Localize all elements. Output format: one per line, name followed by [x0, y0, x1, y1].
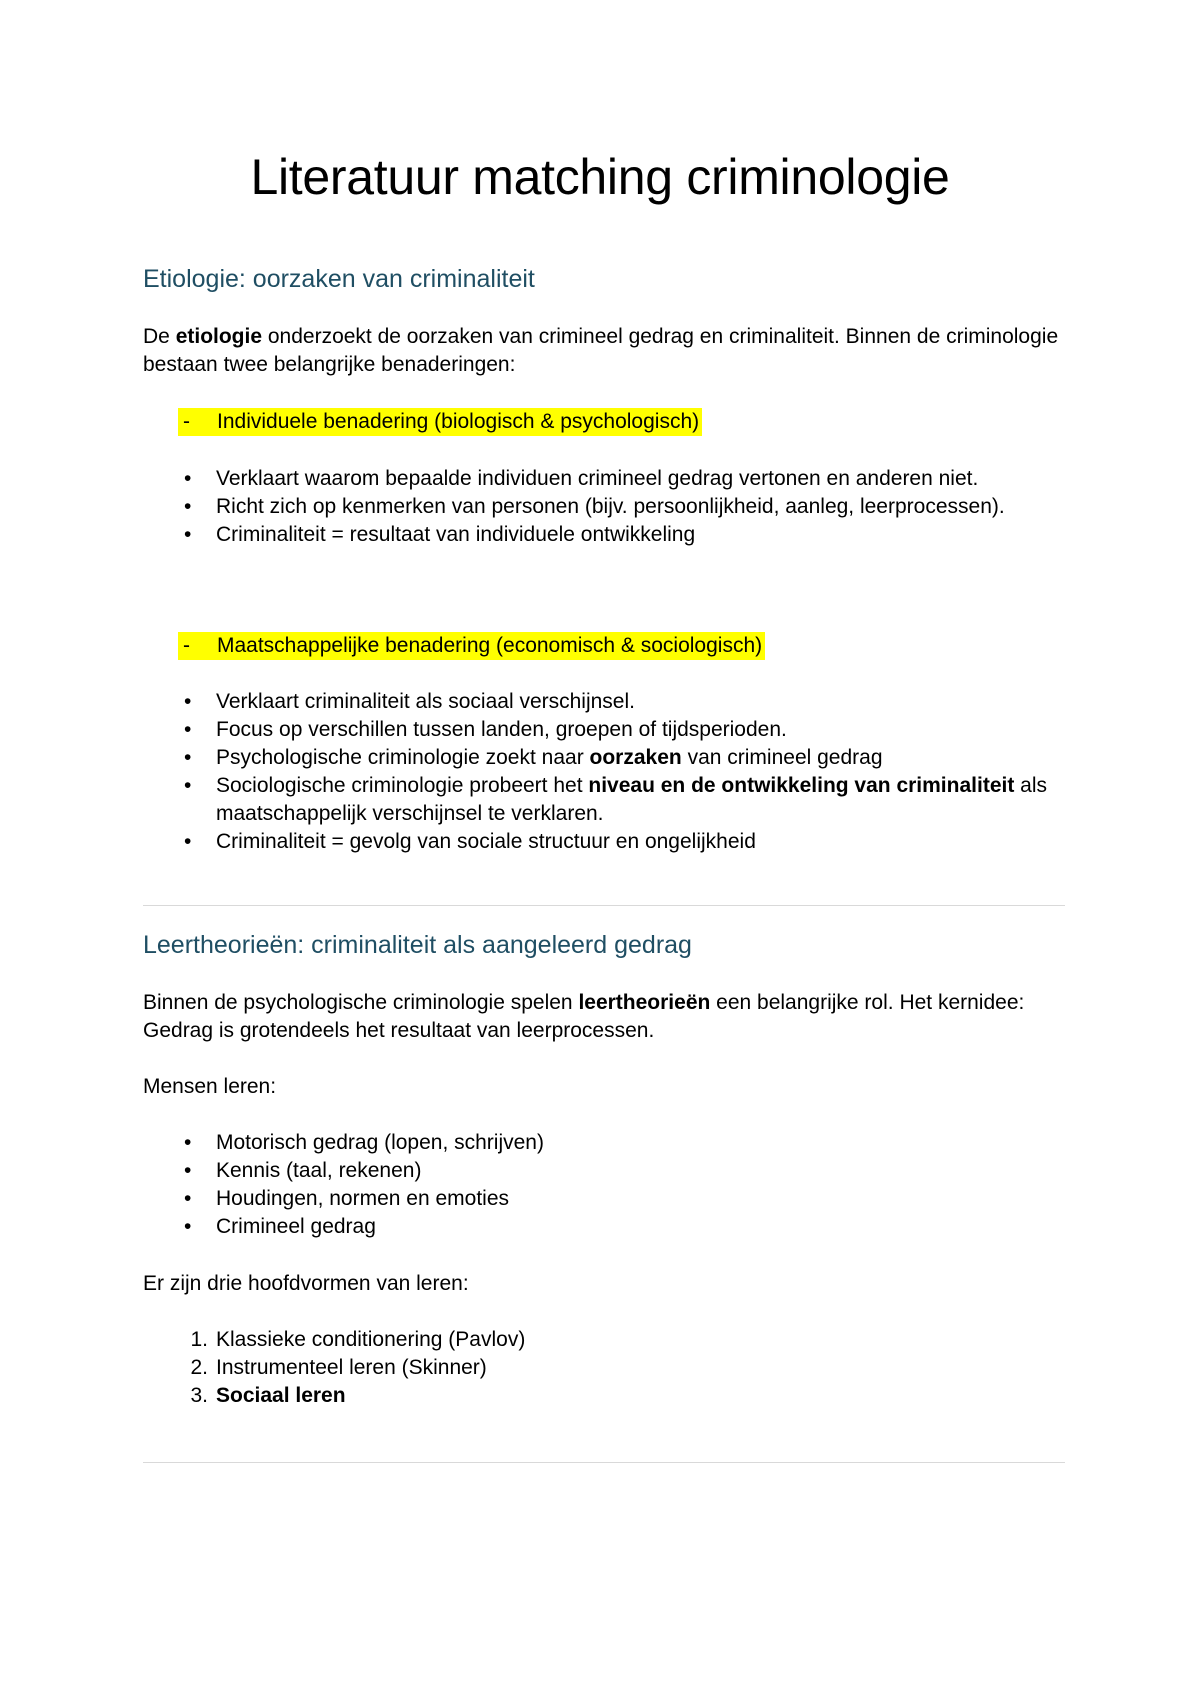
bullet-icon: • [184, 495, 192, 518]
list-item: • Criminaliteit = resultaat van individuele ontwikkeling [178, 521, 1073, 549]
bullet-icon: • [184, 830, 192, 853]
horizontal-divider [143, 1462, 1065, 1463]
document-title: Literatuur matching criminologie [250, 149, 950, 205]
list-number: 3. [190, 1384, 208, 1407]
highlighted-approach-individual [178, 408, 702, 436]
dash-marker: - [183, 634, 190, 657]
list-item: • Verklaart waarom bepaalde individuen crimineel gedrag vertonen en anderen niet. [178, 465, 1073, 493]
list-item: 1. Klassieke conditionering (Pavlov) [178, 1326, 1073, 1354]
list-item: 3. Sociaal leren [178, 1382, 1073, 1410]
horizontal-divider [143, 905, 1065, 906]
societal-approach-bullets [178, 688, 1073, 856]
list-item: • Criminaliteit = gevolg van sociale structuur en ongelijkheid [178, 828, 1073, 856]
list-number: 1. [190, 1328, 208, 1351]
bullet-icon: • [184, 1131, 192, 1154]
bullet-icon: • [184, 1187, 192, 1210]
etiologie-intro-paragraph: De etiologie onderzoekt de oorzaken van crimineel gedrag en criminaliteit. Binnen de criminologie bestaan twee belangrijke benaderingen: [143, 325, 1059, 376]
list-item: • Verklaart criminaliteit als sociaal verschijnsel. [178, 688, 1073, 716]
bullet-icon: • [184, 718, 192, 741]
bold-term: etiologie [175, 325, 263, 348]
forms-label: Er zijn drie hoofdvormen van leren: [143, 1272, 469, 1295]
list-item: • Sociologische criminologie probeert het niveau en de ontwikkeling van criminaliteit als maatschappelijk verschijnsel te verklaren. [184, 774, 1048, 825]
people-learn-label: Mensen leren: [143, 1075, 277, 1098]
list-item: • Houdingen, normen en emoties [178, 1185, 1073, 1213]
dash-marker: - [183, 410, 190, 433]
people-learn-list [178, 1129, 1073, 1241]
list-item: • Focus op verschillen tussen landen, groepen of tijdsperioden. [178, 716, 1073, 744]
list-item: • Motorisch gedrag (lopen, schrijven) [178, 1129, 1073, 1157]
highlighted-approach-societal [178, 632, 765, 660]
section-heading-etiologie: Etiologie: oorzaken van criminaliteit [143, 265, 535, 293]
list-number: 2. [190, 1356, 208, 1379]
bullet-icon: • [184, 1159, 192, 1182]
list-item: • Crimineel gedrag [178, 1213, 1073, 1241]
bold-term: leertheorieën [578, 991, 711, 1014]
approach-label: Individuele benadering (biologisch & psychologisch) [217, 410, 700, 433]
bullet-icon: • [184, 523, 192, 546]
bullet-icon: • [184, 1215, 192, 1238]
list-item: 2. Instrumenteel leren (Skinner) [178, 1354, 1073, 1382]
bullet-icon: • [184, 467, 192, 490]
bullet-icon: • [184, 774, 192, 797]
leertheorieen-intro-paragraph: Binnen de psychologische criminologie spelen leertheorieën een belangrijke rol. Het kernidee: Gedrag is grotendeels het resultaat van leerprocessen. [143, 991, 1025, 1042]
bullet-icon: • [184, 746, 192, 769]
individual-approach-bullets [178, 465, 1073, 549]
list-item: • Richt zich op kenmerken van personen (bijv. persoonlijkheid, aanleg, leerprocessen). [178, 493, 1073, 521]
section-heading-leertheorieen: Leertheorieën: criminaliteit als aangeleerd gedrag [143, 931, 692, 959]
list-item: • Psychologische criminologie zoekt naar oorzaken van crimineel gedrag [178, 744, 1073, 772]
list-item: • Kennis (taal, rekenen) [178, 1157, 1073, 1185]
bullet-icon: • [184, 690, 192, 713]
learning-forms-list [178, 1326, 1073, 1410]
approach-label: Maatschappelijke benadering (economisch & sociologisch) [217, 634, 763, 657]
